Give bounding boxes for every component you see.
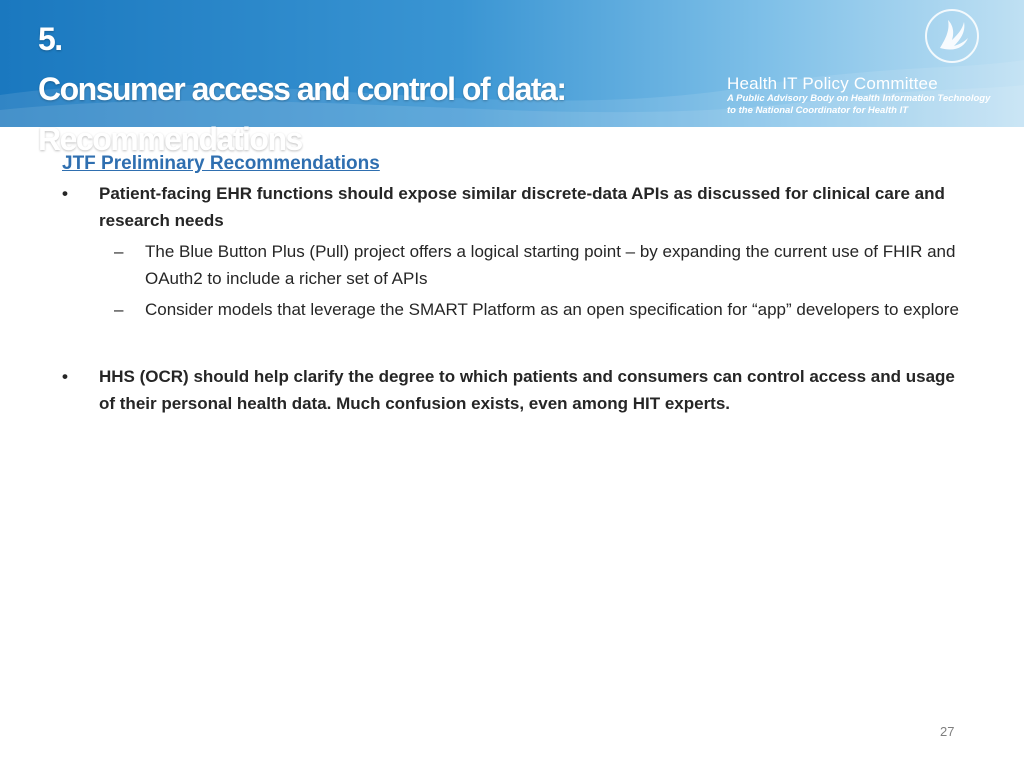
bullet-marker: • [62,367,68,386]
sub-bullet-text-1-2: Consider models that leverage the SMART Platform as an open specification for “app” developers to explore [145,300,959,319]
dash-marker: – [114,300,124,319]
committee-name: Health IT Policy Committee [727,74,938,93]
page-number: 27 [940,724,955,739]
section-heading: JTF Preliminary Recommendations [62,153,380,174]
title-text-1: Consumer access and control of data: [38,71,566,107]
committee-tagline-1: A Public Advisory Body on Health Information Technology [727,93,991,104]
bullet-item-2 [62,363,962,417]
sub-bullet-1-2 [62,296,962,323]
slide-body [62,150,962,417]
bullet-marker: • [62,184,68,203]
committee-branding [727,74,990,117]
title-number: 5. [38,21,62,57]
bullet-text-1: Patient-facing EHR functions should expose similar discrete-data APIs as discussed for clinical care and research needs [99,184,945,230]
hhs-eagle-seal-icon [924,8,980,64]
sub-bullet-1-1 [62,238,962,292]
committee-tagline-2: to the National Coordinator for Health IT [727,105,909,116]
spacer [62,323,962,363]
title-line-1 [38,14,565,114]
title-line-2: Recommendations [38,121,302,157]
bullet-item-1 [62,180,962,234]
header-banner [0,0,1024,157]
dash-marker: – [114,242,124,261]
slide-title [38,14,565,164]
sub-bullet-text-1-1: The Blue Button Plus (Pull) project offers a logical starting point – by expanding the current use of FHIR and OAuth2 to include a richer set of APIs [145,242,956,288]
bullet-text-2: HHS (OCR) should help clarify the degree to which patients and consumers can control access and usage of their personal health data. Much confusion exists, even among HIT experts. [99,367,955,413]
